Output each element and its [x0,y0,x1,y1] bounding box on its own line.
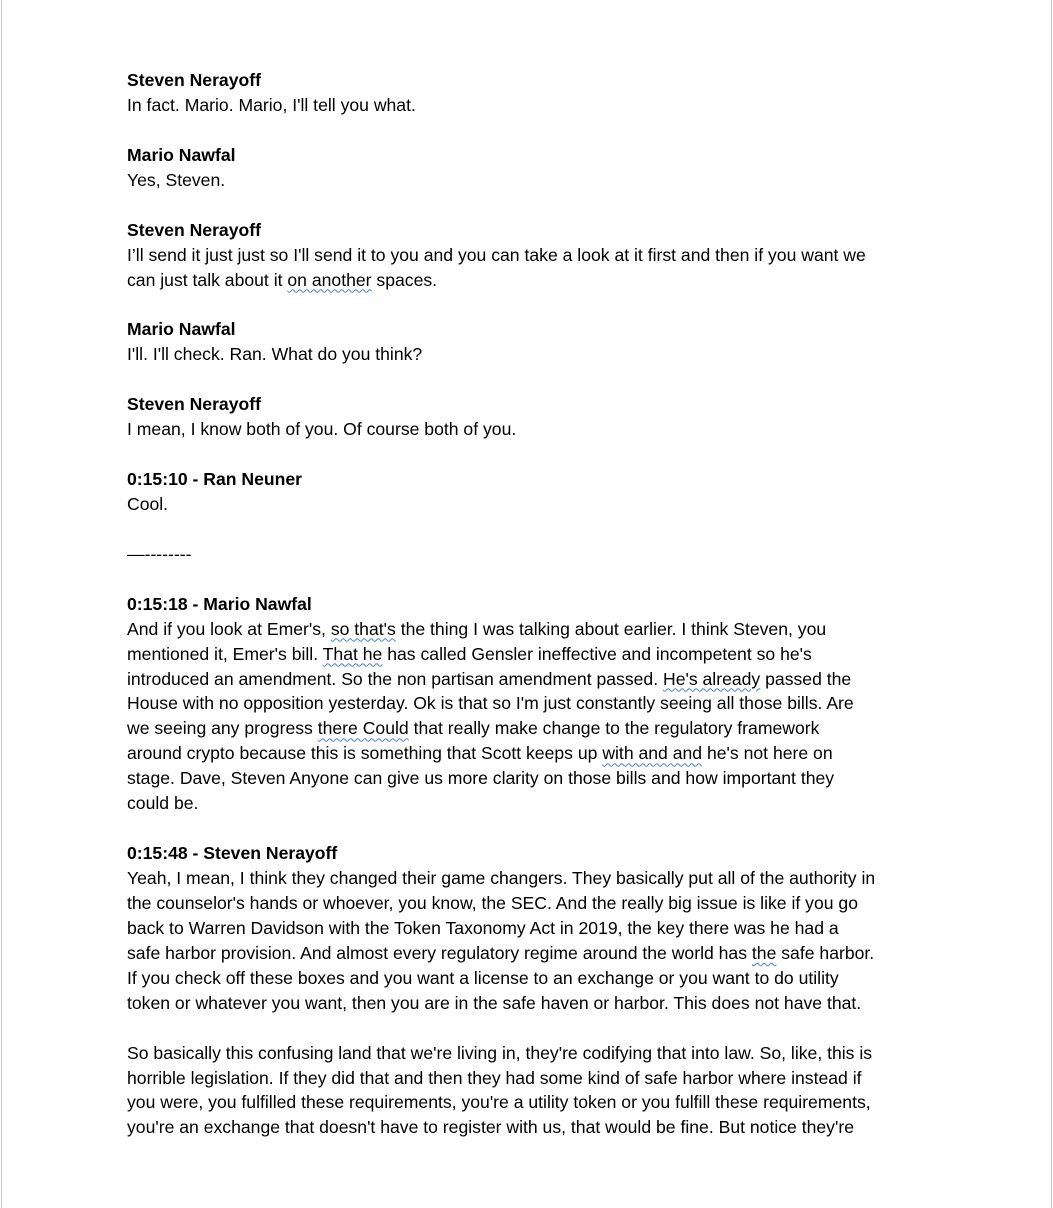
transcript-line[interactable] [127,866,875,891]
spellcheck-underlined-text: That he [322,643,383,664]
text-segment: token or whatever you want, then you are in the safe haven or harbor. This does not have that. [127,992,862,1013]
document-page [1,0,1052,1208]
transcript-line[interactable] [127,1041,875,1066]
blank-line [127,292,875,317]
transcript-line[interactable] [127,991,875,1016]
text-segment: the counselor's hands or whoever, you know, the SEC. And the really big issue is like if you go [127,892,858,913]
transcript-line[interactable] [127,1066,875,1091]
transcript-line[interactable] [127,966,875,991]
text-segment: that really make change to the regulatory framework [408,718,820,739]
spellcheck-underlined-text: with and and [602,743,703,764]
transcript-line[interactable] [127,93,875,118]
text-segment: back to Warren Davidson with the Token Taxonomy Act in 2019, the key there was he had a [127,917,839,938]
text-segment: In fact. Mario. Mario, I'll tell you what. [127,94,416,115]
text-segment: passed the [760,668,852,689]
transcript-line[interactable] [127,268,875,293]
text-segment: can just talk about it [127,269,288,290]
text-segment: And if you look at Emer's, [127,618,331,639]
transcript-line[interactable] [127,716,875,741]
text-segment: safe harbor provision. And almost every regulatory regime around the world has [127,942,752,963]
speaker-heading: Mario Nawfal [127,144,236,165]
text-segment: introduced an amendment. So the non partisan amendment passed. [127,668,663,689]
speaker-heading: Mario Nawfal [127,319,236,340]
text-segment: House with no opposition yesterday. Ok is that so I'm just constantly seeing all those bills. Are [127,693,854,714]
spellcheck-underlined-text: there Could [317,718,409,739]
speaker-heading: Steven Nerayoff [127,219,261,240]
text-segment: I’ll send it just just so I'll send it to you and you can take a look at it first and then if you want we [127,244,866,265]
text-segment: spaces. [371,269,438,290]
spellcheck-underlined-text: the [751,942,777,963]
text-segment: around crypto because this is something that Scott keeps up [127,743,603,764]
blank-line [127,517,875,542]
transcript-line[interactable] [127,617,875,642]
text-segment: the thing I was talking about earlier. I think Steven, you [395,618,827,639]
transcript-line[interactable] [127,642,875,667]
text-segment: we seeing any progress [127,718,318,739]
transcript-line[interactable] [127,243,875,268]
transcript-line[interactable] [127,916,875,941]
text-segment: he's not here on [702,743,833,764]
blank-line [127,1016,875,1041]
transcript-line[interactable] [127,1090,875,1115]
text-segment: has called Gensler ineffective and incompetent so he's [382,643,812,664]
blank-line [127,193,875,218]
text-segment: mentioned it, Emer's bill. [127,643,323,664]
transcript-line[interactable] [127,766,875,791]
transcript-body [127,68,875,1140]
text-segment: safe harbor. [776,942,875,963]
blank-line [127,367,875,392]
spellcheck-underlined-text: so that's [330,618,396,639]
speaker-heading: Steven Nerayoff [127,70,261,90]
text-segment: If you check off these boxes and you want a license to an exchange or you want to do utility [127,967,839,988]
text-segment: horrible legislation. If they did that and then they had some kind of safe harbor where instead if [127,1067,862,1088]
speaker-heading: Steven Nerayoff [127,394,261,415]
transcript-line[interactable] [127,941,875,966]
text-segment: you're an exchange that doesn't have to register with us, that would be fine. But notice they're [127,1117,854,1138]
transcript-line[interactable] [127,741,875,766]
transcript-line[interactable] [127,691,875,716]
text-segment: I'll. I'll check. Ran. What do you think? [127,344,423,365]
transcript-line[interactable] [127,492,875,517]
spellcheck-underlined-text: He's already [662,668,761,689]
speaker-heading: 0:15:48 - Steven Nerayoff [127,843,338,864]
blank-line [127,816,875,841]
text-segment: you were, you fulfilled these requirements, you're a utility token or you fulfill these requirements, [127,1092,871,1113]
text-segment: So basically this confusing land that we're living in, they're codifying that into law. So, like, this is [127,1042,873,1063]
transcript-line[interactable] [127,417,875,442]
text-segment: Yeah, I mean, I think they changed their game changers. They basically put all of the authority in [127,868,876,888]
transcript-line[interactable] [127,667,875,692]
speaker-heading: 0:15:18 - Mario Nawfal [127,593,312,614]
transcript-line[interactable] [127,168,875,193]
transcript-line[interactable] [127,791,875,816]
transcript-line[interactable] [127,542,875,567]
speaker-heading: 0:15:10 - Ran Neuner [127,469,303,489]
blank-line [127,567,875,592]
blank-line [127,118,875,143]
text-segment: could be. [127,793,199,814]
text-segment: Yes, Steven. [127,169,226,190]
spellcheck-underlined-text: on another [287,269,372,290]
blank-line [127,442,875,467]
text-segment: —-------- [127,543,192,564]
transcript-line[interactable] [127,891,875,916]
text-segment: stage. Dave, Steven Anyone can give us more clarity on those bills and how important they [127,768,835,789]
text-segment: Cool. [127,493,169,514]
transcript-line[interactable] [127,1115,875,1140]
text-segment: I mean, I know both of you. Of course both of you. [127,419,517,440]
transcript-line[interactable] [127,342,875,367]
